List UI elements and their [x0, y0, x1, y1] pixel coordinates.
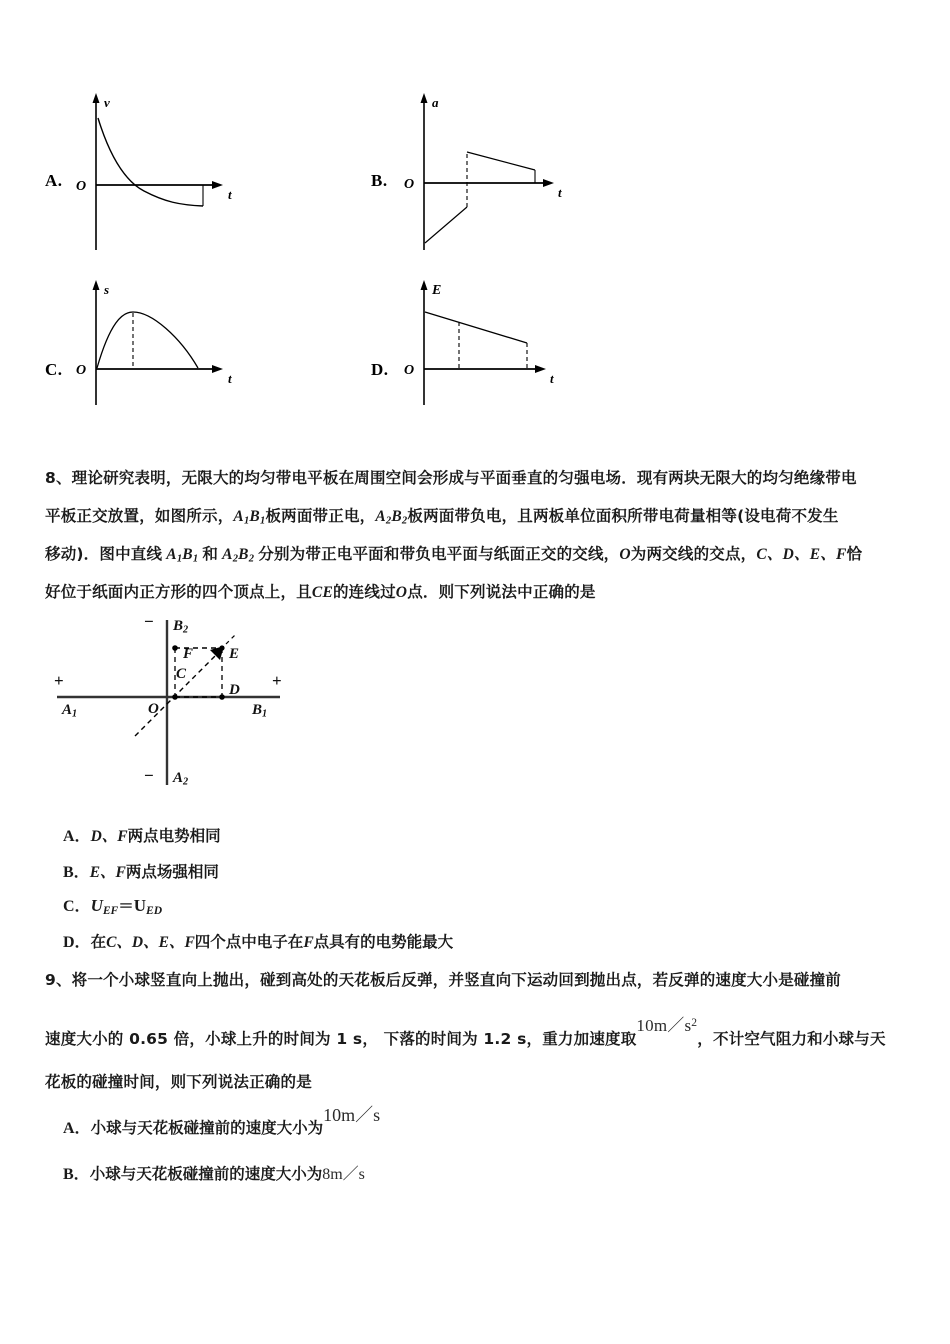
svg-text:t: t [228, 371, 232, 386]
q9-option-a-key: A． [63, 1120, 91, 1137]
q8-option-b-symbols: E、F [89, 864, 126, 881]
svg-text:O: O [404, 177, 415, 192]
svg-text:E: E [432, 283, 442, 298]
q8-option-b[interactable] [63, 859, 219, 882]
q9-gravity-unit: $10m/s^2$ [636, 1015, 698, 1035]
question8-line1: 8、理论研究表明，无限大的均匀带电平板在周围空间会形成与平面垂直的匀强电场．现有两块无限大的均匀绝缘带电 [45, 469, 857, 487]
q8-option-b-text: 两点场强相同 [125, 863, 219, 881]
sign-plus-left: + [54, 671, 64, 690]
diagram-svg [40, 608, 340, 803]
q8-point-o: O [619, 546, 631, 563]
q8-l4-part1: 好位于纸面内正方形的四个顶点上，且 [45, 583, 312, 601]
q9-option-b-key: B． [63, 1166, 90, 1183]
q8-point-o-2: O [395, 584, 408, 601]
graph-option-c-key: C. [45, 360, 63, 379]
svg-text:t: t [558, 185, 562, 200]
q8-points-cdef: C、D、E、F [756, 546, 847, 563]
diagram-label-o: O [148, 701, 159, 717]
q9-option-a[interactable] [63, 1105, 381, 1139]
question9-line2 [45, 1015, 886, 1049]
q8-l3-part3: 分别为带正电平面和带负电平面与纸面正交的交线， [258, 545, 620, 563]
diagram-label-a1: $A_1$ [62, 702, 78, 720]
q8-option-d-text3: 点具有的电势能最大 [313, 933, 454, 951]
q8-option-c[interactable] [63, 893, 162, 917]
diagram-label-a2: $A_2$ [173, 770, 189, 788]
graph-option-c [40, 275, 340, 410]
question8-line2 [45, 504, 839, 527]
q8-option-a-symbols: D、F [90, 828, 128, 845]
q8-l2-part1: 平板正交放置，如图所示， [45, 507, 234, 525]
diagram-label-f: F [183, 646, 194, 662]
q8-option-c-equals: ＝ [118, 898, 134, 915]
q8-option-a-text: 两点电势相同 [127, 827, 221, 845]
q9-option-a-unit: 10m／s [323, 1105, 381, 1125]
q9-option-b-text: 小球与天花板碰撞前的速度大小为 [89, 1165, 323, 1183]
question9-line3: 花板的碰撞时间，则下列说法正确的是 [45, 1073, 312, 1091]
svg-text:t: t [228, 187, 232, 202]
q8-l2-part3: 板两面带负电，且两板单位面积所带电荷量相等(设电荷不发生 [407, 507, 839, 525]
graph-option-d [368, 275, 628, 410]
q9-l2-part2: ，不计空气阻力和小球与天 [697, 1030, 886, 1048]
q8-option-d-text2: 四个点中电子在 [194, 933, 304, 951]
charged-plates-diagram [40, 608, 340, 803]
diagram-label-b1: $B_1$ [252, 702, 268, 720]
question8-line3 [45, 542, 862, 565]
svg-text:O: O [404, 363, 415, 378]
graph-b-svg [368, 85, 628, 270]
q8-option-d-symbol-f: F [303, 934, 314, 951]
diagram-label-d: D [229, 682, 240, 698]
q8-option-a-key: A． [63, 828, 91, 845]
svg-text:v: v [104, 95, 110, 110]
q8-option-d-text1: 在 [90, 933, 107, 951]
svg-text:t: t [550, 371, 554, 386]
q8-l4-part3: 点．则下列说法中正确的是 [407, 583, 596, 601]
q8-line-a2b2: $A_2B_2$ [218, 546, 255, 565]
q8-plate2-ref: $A_2B_2$ [375, 508, 408, 527]
q8-option-d-symbols: C、D、E、F [106, 934, 195, 951]
q8-l3-part4: 为两交线的交点， [630, 545, 757, 563]
q9-option-b[interactable] [63, 1161, 365, 1184]
svg-text:O: O [76, 179, 87, 194]
q8-option-c-key: C． [63, 898, 91, 915]
q9-option-a-text: 小球与天花板碰撞前的速度大小为 [90, 1119, 324, 1137]
q8-option-c-formula-left: $U_{EF}$ [90, 896, 119, 917]
question8-line4 [45, 580, 596, 602]
q8-l4-part2: 的连线过 [332, 583, 396, 601]
q8-l2-part2: 板两面带正电， [265, 507, 376, 525]
q8-option-c-formula-right: $U_{ED}$ [133, 896, 163, 917]
q9-l2-part1: 速度大小的 0.65 倍，小球上升的时间为 1 s， 下落的时间为 1.2 s，重力加速度取 [45, 1030, 637, 1048]
graph-option-a-key: A. [45, 171, 63, 190]
q8-option-a[interactable] [63, 823, 221, 846]
q9-option-b-unit: 8m／s [322, 1166, 365, 1183]
q8-option-d[interactable] [63, 929, 453, 952]
svg-text:s: s [104, 282, 110, 297]
diagram-label-b2: $B_2$ [173, 618, 189, 636]
graph-c-svg [40, 275, 340, 410]
graph-option-b [368, 85, 628, 270]
diagram-label-c: C [176, 666, 187, 682]
graph-d-svg [368, 275, 628, 410]
svg-text:a: a [432, 95, 439, 110]
sign-minus-top: − [144, 612, 154, 631]
q8-option-d-key: D． [63, 934, 91, 951]
graph-option-b-key: B. [371, 171, 388, 190]
graph-a-svg [40, 85, 340, 270]
sign-plus-right: + [272, 671, 282, 690]
sign-minus-bottom: − [144, 766, 154, 785]
q8-l3-part2: 和 [202, 545, 219, 563]
q8-l3-part5: 恰 [846, 545, 863, 563]
question9-line1: 9、将一个小球竖直向上抛出，碰到高处的天花板后反弹，并竖直向下运动回到抛出点，若反弹的速度大小是碰撞前 [45, 971, 841, 989]
diagram-label-e: E [229, 646, 240, 662]
q8-l3-part1: 移动)．图中直线 [45, 545, 163, 563]
q8-segment-ce: CE [311, 584, 333, 601]
q8-line-a1b1: $A_1B_1$ [162, 546, 199, 565]
q8-option-b-key: B． [63, 864, 90, 881]
graph-option-a [40, 85, 340, 270]
svg-text:O: O [76, 363, 87, 378]
q8-plate1-ref: $A_1B_1$ [233, 508, 266, 527]
graph-option-d-key: D. [371, 360, 389, 379]
